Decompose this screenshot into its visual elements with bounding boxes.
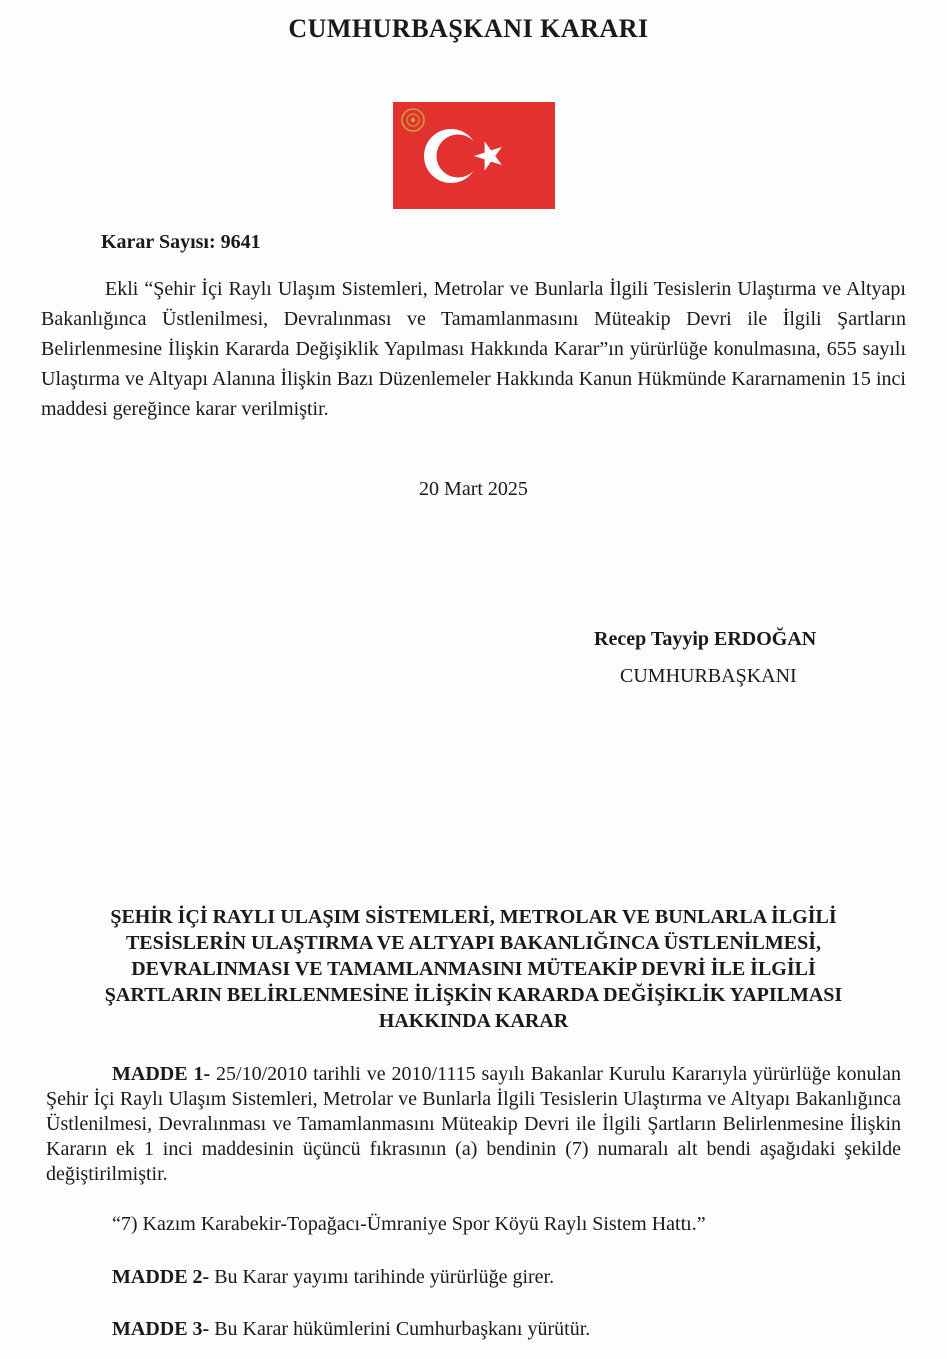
signer-name: Recep Tayyip ERDOĞAN	[594, 628, 817, 650]
signer-title: CUMHURBAŞKANI	[620, 665, 797, 687]
document-title: CUMHURBAŞKANI KARARI	[288, 14, 649, 43]
article-3	[112, 1318, 590, 1341]
decision-date: 20 Mart 2025	[419, 478, 528, 500]
article-2	[112, 1266, 554, 1289]
article-text: Bu Karar hükümlerini Cumhurbaşkanı yürütür.	[214, 1318, 591, 1340]
regulation-title	[40, 904, 907, 1034]
article-label: MADDE 3-	[112, 1318, 210, 1340]
quoted-amendment: “7) Kazım Karabekir-Topağacı-Ümraniye Spor Köyü Raylı Sistem Hattı.”	[112, 1213, 706, 1235]
article-label: MADDE 2-	[112, 1266, 210, 1288]
regulation-title-line: HAKKINDA KARAR	[378, 1010, 569, 1032]
article-text: 25/10/2010 tarihli ve 2010/1115 sayılı Bakanlar Kurulu Kararıyla yürürlüğe konulan Şehir İçi Raylı Ulaşım Sistemleri, Metrolar ve Bunlarla İlgili Tesislerin Ulaştırma ve Altyapı Bakanlığınca Üstlenilmesi, Devralınması ve Tamamlanmasını Müteakip Devri ile İlgili Şartların Belirlenmesine İlişkin Kararın ek 1 inci maddesinin üçüncü fıkrasının (a) bendinin (7) numaralı alt bendi aşağıdaki şekilde değiştirilmiştir.	[46, 1063, 901, 1185]
turkish-flag	[393, 102, 555, 209]
regulation-title-line: TESİSLERİN ULAŞTIRMA VE ALTYAPI BAKANLIĞINCA ÜSTLENİLMESİ,	[125, 932, 822, 954]
decision-number: Karar Sayısı: 9641	[101, 231, 261, 253]
regulation-title-line: ŞARTLARIN BELİRLENMESİNE İLİŞKİN KARARDA DEĞİŞİKLİK YAPILMASI	[104, 984, 843, 1006]
article-1	[46, 1062, 901, 1187]
regulation-title-line: DEVRALINMASI VE TAMAMLANMASINI MÜTEAKİP DEVRİ İLE İLGİLİ	[131, 958, 816, 980]
article-label: MADDE 1-	[112, 1063, 211, 1085]
intro-paragraph: Ekli “Şehir İçi Raylı Ulaşım Sistemleri, Metrolar ve Bunlarla İlgili Tesislerin Ulaştırma ve Altyapı Bakanlığınca Üstlenilmesi, Devralınması ve Tamamlanmasını Müteakip Devri ile İlgili Şartların Belirlenmesine İlişkin Kararda Değişiklik Yapılması Hakkında Karar”ın yürürlüğe konulmasına, 655 sayılı Ulaştırma ve Altyapı Alanına İlişkin Bazı Düzenlemeler Hakkında Kanun Hükmünde Kararnamenin 15 inci maddesi gereğince karar verilmiştir.	[41, 278, 906, 420]
regulation-title-line: ŞEHİR İÇİ RAYLI ULAŞIM SİSTEMLERİ, METROLAR VE BUNLARLA İLGİLİ	[110, 906, 837, 928]
article-text: Bu Karar yayımı tarihinde yürürlüğe girer.	[214, 1266, 555, 1288]
